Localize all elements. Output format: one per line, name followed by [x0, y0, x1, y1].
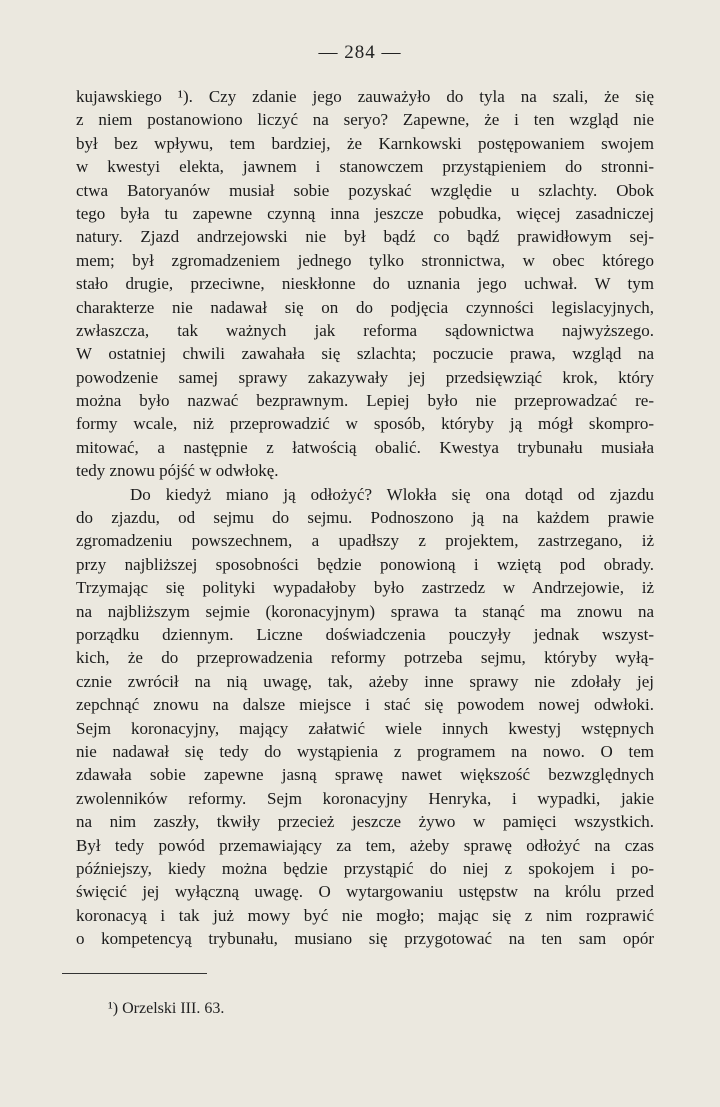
- text-line: zepchnąć znowu na dalsze miejsce i stać się powodem nowej odwłoki.: [76, 695, 654, 715]
- text-line: przy najbliższej sposobności będzie ponowioną i wziętą pod obrady.: [76, 554, 654, 574]
- text-line: Sejm koronacyjny, mający załatwić wiele innych kwestyj wstępnych: [76, 718, 654, 738]
- text-line: na najbliższym sejmie (koronacyjnym) sprawa ta stanąć ma znowu na: [76, 601, 654, 621]
- text-line: formy wcale, niż przeprowadzić w sposób, któryby ją mógł skompro-: [76, 414, 654, 434]
- text-line: mitować, a następnie z łatwością obalić. Kwestya trybunału musiała: [76, 437, 654, 457]
- text-line: tego była tu zapewne czynną inna jeszcze pobudka, więcej zasadniczej: [76, 203, 654, 223]
- text-line: zdawała sobie zapewne jasną sprawę nawet większość bezwzględnych: [76, 765, 654, 785]
- footnote-divider: [62, 973, 207, 974]
- text-line: Trzymając się polityki wypadałoby było zastrzedz w Andrzejowie, iż: [76, 578, 654, 598]
- text-line: natury. Zjazd andrzejowski nie był bądź co bądź prawidłowym sej-: [76, 227, 654, 247]
- text-line: o kompetencyą trybunału, musiano się przygotować na ten sam opór: [76, 929, 654, 949]
- text-line: W ostatniej chwili zawahała się szlachta; poczucie prawa, wzgląd na: [76, 344, 654, 364]
- text-line: z niem postanowiono liczyć na seryo? Zapewne, że i ten wzgląd nie: [76, 110, 654, 130]
- text-line: zwłaszcza, tak ważnych jak reforma sądownictwa najwyższego.: [76, 320, 654, 340]
- text-line: późniejszy, kiedy można będzie przystąpić do niej z spokojem i po-: [76, 858, 654, 878]
- text-line: mem; był zgromadzeniem jednego tylko stronnictwa, w obec którego: [76, 250, 654, 270]
- text-line: można było nazwać bezprawnym. Lepiej było nie przeprowadzać re-: [76, 391, 654, 411]
- text-line: Był tedy powód przemawiający za tem, ażeby sprawę odłożyć na czas: [76, 835, 654, 855]
- text-line: do zjazdu, od sejmu do sejmu. Podnoszono ją na każdem prawie: [76, 508, 654, 528]
- footnote: ¹) Orzelski III. 63.: [108, 1000, 225, 1017]
- text-line: charakterze nie nadawał się on do podjęcia czynności legislacyjnych,: [76, 297, 654, 317]
- body-text: [76, 85, 654, 950]
- text-line: święcić jej wyłączną uwagę. O wytargowaniu ustępstw na królu przed: [76, 882, 654, 902]
- text-line: tedy znowu pójść w odwłokę.: [76, 461, 279, 481]
- text-line: powodzenie samej sprawy zakazywały jej przedsięwziąć krok, który: [76, 367, 654, 387]
- text-line: Do kiedyż miano ją odłożyć? Wlokła się ona dotąd od zjazdu: [130, 484, 654, 504]
- text-line: kich, że do przeprowadzenia reformy potrzeba sejmu, któryby wyłą-: [76, 648, 654, 668]
- text-line: porządku dziennym. Liczne doświadczenia pouczyły jednak wszyst-: [76, 624, 654, 644]
- text-line: cznie zwrócił na nią uwagę, tak, ażeby inne sprawy nie zdołały jej: [76, 671, 654, 691]
- text-line: zgromadzeniu powszechnem, a upadłszy z projektem, zastrzegano, iż: [76, 531, 654, 551]
- text-line: na nim zaszły, tkwiły przecież jeszcze żywo w pamięci wszystkich.: [76, 812, 654, 832]
- text-line: zwolenników reformy. Sejm koronacyjny Henryka, i wypadki, jakie: [76, 788, 654, 808]
- text-line: kujawskiego ¹). Czy zdanie jego zauważyło do tyla na szali, że się: [76, 87, 654, 106]
- text-line: był bez wpływu, tem bardziej, że Karnkowski postępowaniem swojem: [76, 133, 654, 153]
- text-line: koronacyą i tak już mowy być nie mogło; mając się z nim rozprawić: [76, 905, 654, 925]
- text-line: nie nadawał się tedy do wystąpienia z programem na nowo. O tem: [76, 741, 654, 761]
- text-line: stało drugie, przeciwne, nieskłonne do uznania jego uchwał. W tym: [76, 274, 654, 294]
- text-line: w kwestyi elekta, jawnem i stanowczem przystąpieniem do stronni-: [76, 157, 654, 177]
- text-line: ctwa Batoryanów musiał sobie pozyskać względie u szlachty. Obok: [76, 180, 654, 200]
- page-number: — 284 —: [318, 42, 402, 63]
